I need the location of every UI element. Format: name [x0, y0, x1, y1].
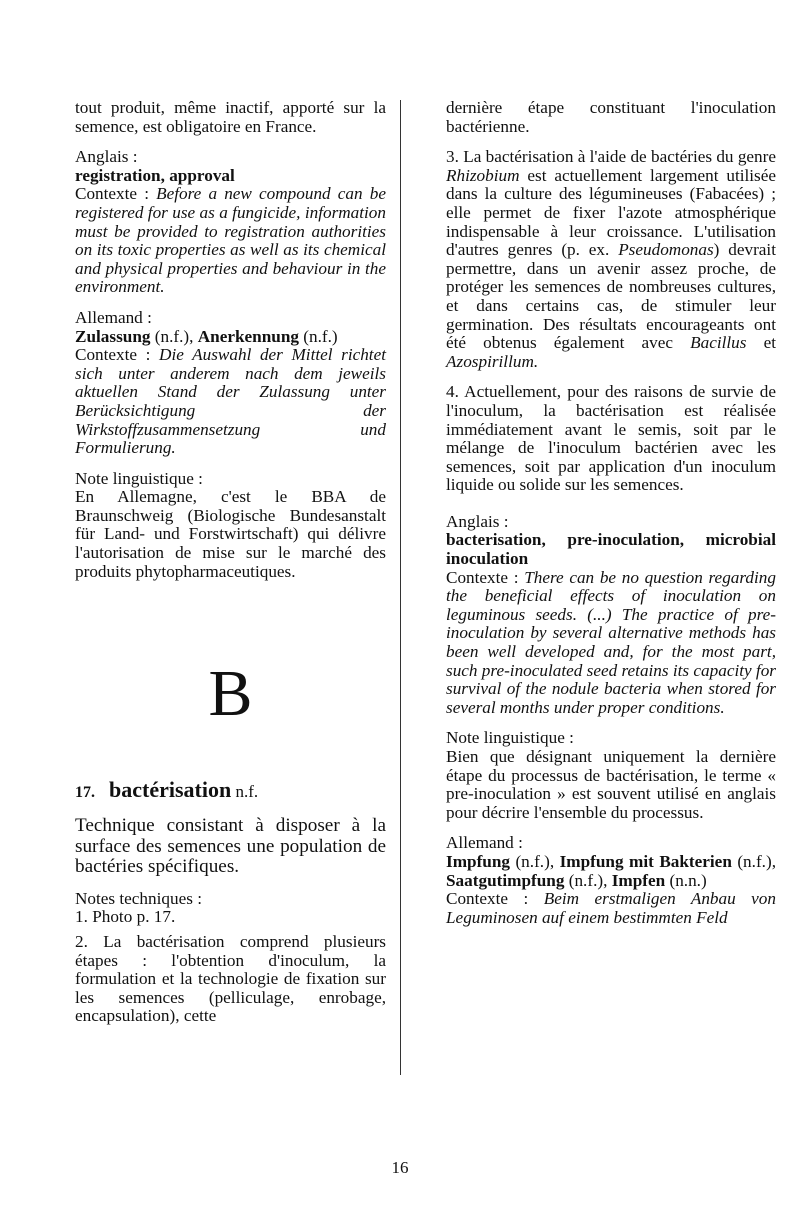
definition: Technique consistant à disposer à la surface des semences une population de bactéries spécifiques. [75, 815, 386, 878]
label: Notes techniques : [75, 888, 202, 908]
genus: Pseudomonas [618, 240, 714, 260]
entry-heading [75, 777, 386, 806]
entry-term: bactérisation [109, 777, 232, 803]
note-4: 4. Actuellement, pour des raisons de survie de l'inoculum, la bactérisation est réalisée immédiatement avant le semis, soit par le mélange de l'inoculum bactérien avec les semences, soit par application d'un inoculum liquide ou solide sur les semences. [446, 382, 776, 495]
context-quote: Die Auswahl der Mittel richtet sich unter anderem nach dem jeweils aktuellen Stand der Zulassung unter Berücksichtigung der Wirkstoffzusammensetzung und Formulierung. [75, 345, 386, 458]
genus: Bacillus [690, 333, 747, 353]
label: Allemand : [446, 833, 523, 853]
linguistic-note [75, 470, 386, 582]
section-letter: B [208, 657, 253, 731]
term: registration, approval [75, 165, 235, 185]
entry-grammar: n.f. [231, 782, 259, 802]
context-quote: There can be no question regarding the beneficial effects of inoculation on leguminous seeds. (...) The practice of pre-inoculation by several alternative methods has been well developed and, for the most part, such pre-inoculated seed retains its capacity for survival of the nodule bacteria when stored for several months under proper conditions. [446, 567, 776, 717]
label: Contexte : [446, 567, 525, 587]
paragraph: dernière étape constituant l'inoculation bactérienne. [446, 98, 776, 136]
label: Anglais : [446, 511, 509, 531]
linguistic-note [446, 729, 776, 822]
genus: Rhizobium [446, 165, 520, 185]
term: Impfung mit Bakterien [559, 851, 732, 871]
genus: Azospirillum. [446, 351, 539, 371]
context-quote: Beim erstmaligen Anbau von Leguminosen auf einem bestimmten Feld [446, 889, 776, 927]
note-2: 2. La bactérisation comprend plusieurs étapes : l'obtention d'inoculum, la formulation et la technologie de fixation sur les semences (pelliculage, enrobage, encapsulation), cette [75, 931, 386, 1026]
label: Contexte : [75, 345, 160, 365]
column-divider [400, 100, 401, 1075]
page-number: 16 [391, 1158, 409, 1177]
term: Saatgutimpfung [446, 870, 565, 890]
paragraph: tout produit, même inactif, apporté sur la semence, est obligatoire en France. [75, 98, 386, 136]
term: bacterisation, pre-inoculation, microbial inoculation [446, 530, 776, 569]
right-column [446, 99, 776, 939]
term: Anerkennung [197, 326, 299, 346]
note-1: 1. Photo p. 17. [75, 907, 176, 927]
note-text: En Allemagne, c'est le BBA de Braunschweig (Biologische Bundesanstalt für Land- und Forstwirtschaft) qui délivre l'autorisation de mise sur le marché des produits phytopharmaceutiques. [75, 487, 386, 581]
left-column [75, 99, 386, 1038]
german-equivalents [75, 309, 386, 458]
label: Note linguistique : [75, 468, 203, 488]
label: Allemand : [75, 307, 152, 327]
term: Impfung [446, 851, 510, 871]
label: Anglais : [75, 147, 138, 167]
label: Note linguistique : [446, 728, 574, 748]
term: Zulassung [75, 326, 151, 346]
german-equivalents: Allemand : Impfung (n.f.), Impfung mit Bakterien (n.f.), Saatgutimpfung (n.f.), Impfen (n.n.) Contexte : Beim erstmaligen Anbau von Leguminosen auf einem bestimmten Feld [446, 833, 776, 927]
english-equivalents [446, 513, 776, 718]
context-quote: Before a new compound can be registered for use as a fungicide, information must be provided to registration authorities on its toxic properties as well as its chemical and physical properties and behaviour in the environment. [75, 184, 386, 297]
technical-notes [75, 890, 386, 1026]
note-3: 3. La bactérisation à l'aide de bactéries du genre Rhizobium est actuellement largement utilisée dans la culture des légumineuses (Fabacées) ; elle permet de fixer l'azote atmosphérique indispensable à leur croissance. L'utilisation d'autres genres (p. ex. Pseudomonas) devrait permettre, dans un avenir assez proche, de protéger les semences de nombreuses cultures, et dans certains cas, de stimuler leur germination. Des résultats encourageants ont été obtenus également avec Bacillus et Azospirillum. [446, 147, 777, 371]
grammar: (n.f.) [298, 326, 338, 346]
term: Impfen [611, 870, 666, 890]
english-equivalents [75, 148, 386, 297]
label: Contexte : [75, 184, 157, 204]
entry-number: 17. [75, 784, 95, 802]
grammar: (n.f.), [150, 326, 198, 346]
label: Contexte : [446, 889, 544, 909]
note-text: Bien que désignant uniquement la dernière étape du processus de bactérisation, le terme « pre-inoculation » est souvent utilisé en anglais pour décrire l'ensemble du processus. [446, 747, 776, 822]
